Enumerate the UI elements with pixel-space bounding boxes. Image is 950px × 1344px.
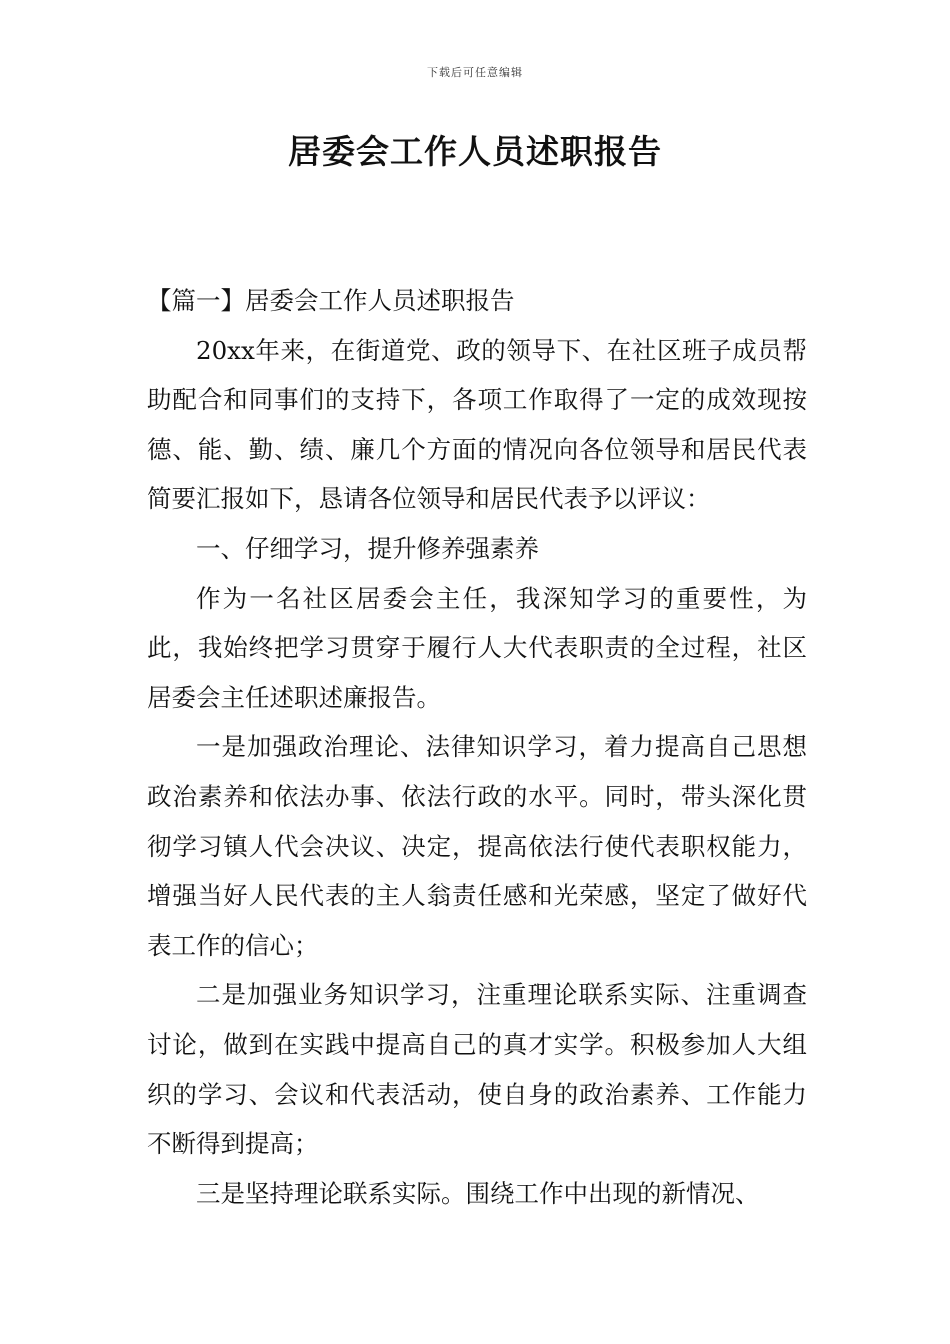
- document-title: 居委会工作人员述职报告: [288, 132, 662, 171]
- paragraph: 二是加强业务知识学习，注重理论联系实际、注重调查讨论，做到在实践中提高自己的真才实学。积极参加人大组织的学习、会议和代表活动，使自身的政治素养、工作能力不断得到提高；: [147, 980, 807, 1159]
- header-note: 下载后可任意编辑: [427, 66, 523, 79]
- paragraph: 作为一名社区居委会主任，我深知学习的重要性，为此，我始终把学习贯穿于履行人大代表职责的全过程，社区居委会主任述职述廉报告。: [147, 583, 807, 712]
- subsection-heading: 一、仔细学习，提升修养强素养: [196, 533, 539, 563]
- paragraph: 20xx年来，在街道党、政的领导下、在社区班子成员帮助配合和同事们的支持下，各项工作取得了一定的成效现按德、能、勤、绩、廉几个方面的情况向各位领导和居民代表简要汇报如下，恳请各位领导和居民代表予以评议：: [147, 335, 807, 514]
- section-heading: 【篇一】居委会工作人员述职报告: [147, 286, 515, 315]
- paragraph: 三是坚持理论联系实际。围绕工作中出现的新情况、: [196, 1178, 760, 1208]
- paragraph: 一是加强政治理论、法律知识学习，着力提高自己思想政治素养和依法办事、依法行政的水平。同时，带头深化贯彻学习镇人代会决议、决定，提高依法行使代表职权能力，增强当好人民代表的主人翁责任感和光荣感，坚定了做好代表工作的信心；: [147, 732, 807, 960]
- document-body: [147, 276, 807, 1218]
